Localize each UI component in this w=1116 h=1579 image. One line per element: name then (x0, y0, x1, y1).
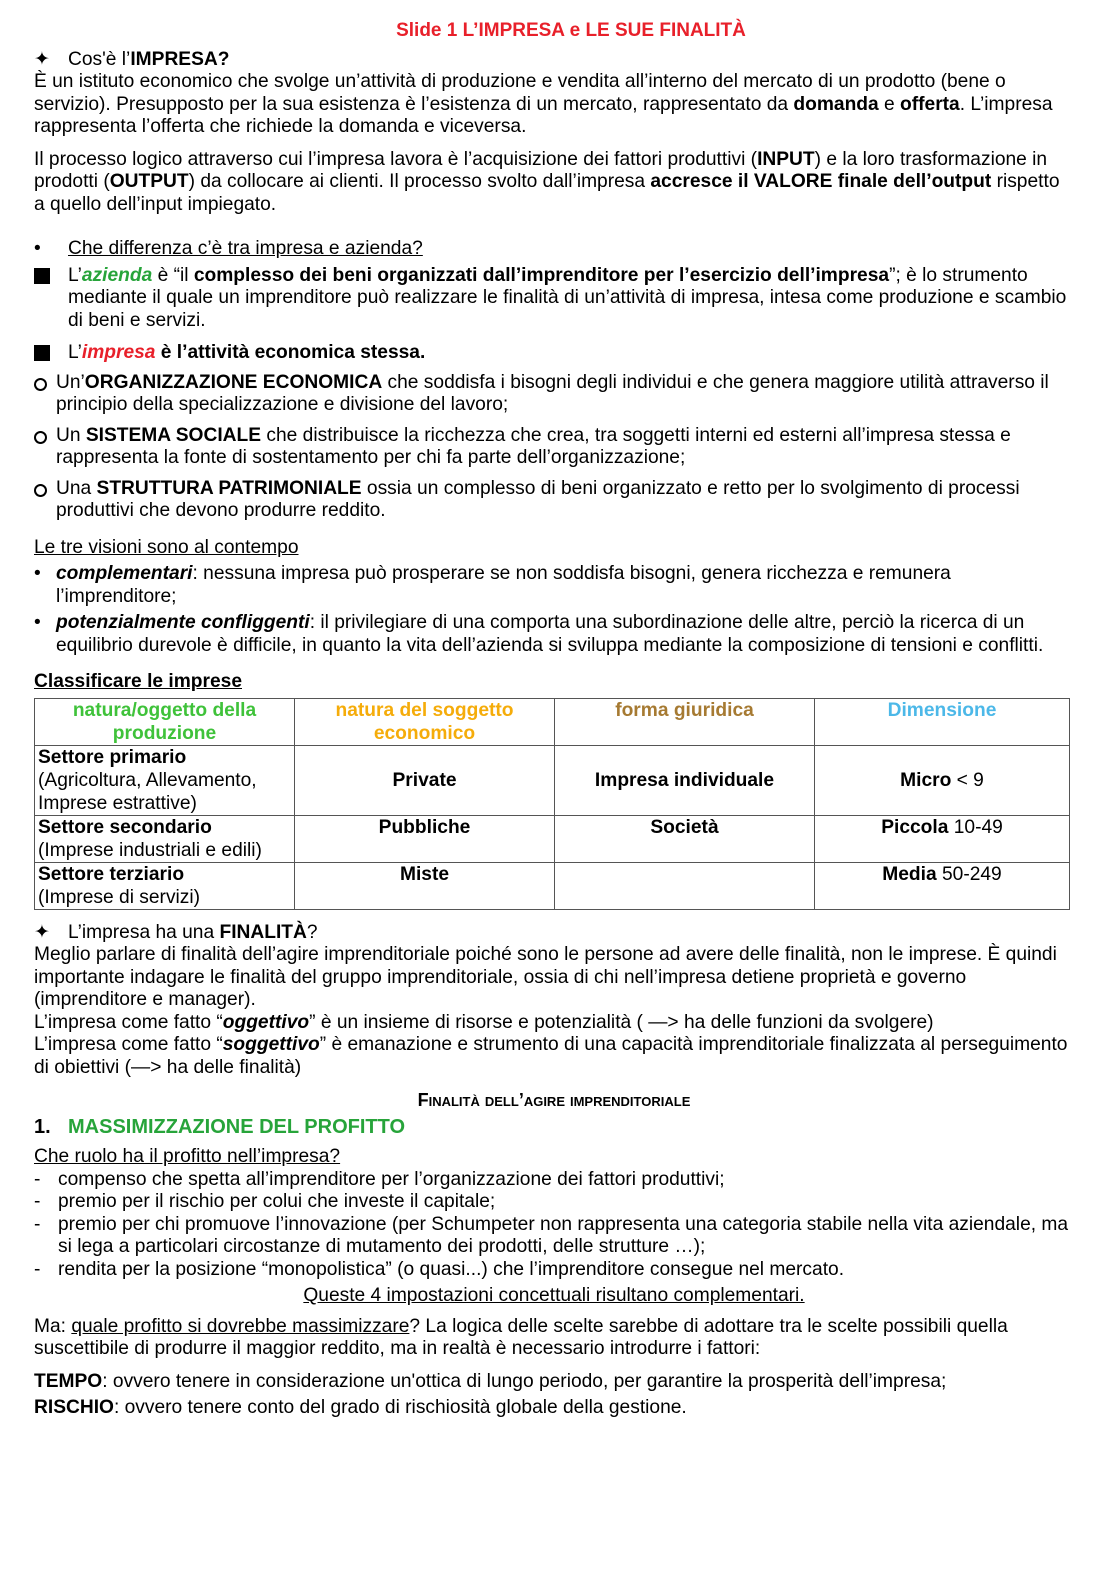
question-text: Cos'è l’ (68, 48, 131, 70)
table-row (35, 862, 1070, 909)
star-icon: ✦ (34, 48, 50, 70)
table-cell: Miste (295, 862, 555, 909)
paragraph-oggettivo: L’impresa come fatto “oggettivo” è un insieme di risorse e potenzialità ( —> ha delle funzioni da svolgere) (34, 1011, 934, 1033)
circle-bullet-icon (34, 484, 47, 497)
table-cell: Private (295, 745, 555, 815)
impresa-definition: L’impresa è l’attività economica stessa. (34, 342, 1074, 368)
circle-bullet-icon (34, 431, 47, 444)
list-item: - premio per chi promuove l’innovazione (per Schumpeter non rappresenta una categoria stabile nella vita aziendale, ma si lega a particolari circostanze di mutamento dei prodotti, delle strutture …); (34, 1213, 1069, 1257)
table-header-forma-giuridica: forma giuridica (555, 698, 815, 745)
question-finalita: ✦ L’impresa ha una FINALITÀ? (34, 921, 318, 943)
paragraph-soggettivo: L’impresa come fatto “soggettivo” è emanazione e strumento di una capacità imprenditoriale finalizzata al perseguimento di obiettivi (—> ha delle finalità) (34, 1034, 1068, 1078)
table-cell: Pubbliche (295, 815, 555, 862)
bullet-icon: • (34, 563, 41, 584)
table-cell: Settore primario (Agricoltura, Allevamento, Imprese estrattive) (35, 745, 295, 815)
paragraph-finalita: Meglio parlare di finalità dell’agire imprenditoriale poiché sono le persone ad avere delle finalità, non le imprese. È quindi importante indagare le finalità del gruppo imprenditoriale, ossia di chi nell’impresa detiene proprietà e governo (imprenditore e manager). (34, 944, 1057, 1010)
question-impresa (34, 49, 1074, 72)
classification-table (34, 698, 1070, 910)
paragraph-tempo: TEMPO: ovvero tenere in considerazione un'ottica di lungo periodo, per garantire la prosperità dell’impresa; (34, 1370, 947, 1392)
star-icon: ✦ (34, 921, 50, 943)
table-row (35, 745, 1070, 815)
question-differenza (34, 238, 1074, 261)
table-cell: Media 50-249 (815, 862, 1070, 909)
paragraph-ma: Ma: quale profitto si dovrebbe massimizzare? La logica delle scelte sarebbe di adottare tra le scelte possibili quella suscettibile di produrre il maggior reddito, ma in realtà è necessario introdurre i fattori: (34, 1315, 1008, 1359)
azienda-definition: L’azienda è “il complesso dei beni organizzati dall’imprenditore per l’esercizio dell’impresa”; è lo strumento mediante il quale un imprenditore può realizzare le finalità di un’attività di impresa, intesa come produzione e scambio di beni e servizi. (34, 265, 1074, 333)
paragraph-rischio: RISCHIO: ovvero tenere conto del grado di rischiosità globale della gestione. (34, 1397, 687, 1418)
table-cell: Settore secondario (Imprese industriali e edili) (35, 815, 295, 862)
square-bullet-icon (34, 268, 50, 284)
paragraph-impresa-definition: È un istituto economico che svolge un’attività di produzione e vendita all’interno del mercato di un prodotto (bene o servizio). Presupposto per la sua esistenza è l’esistenza di un mercato, rappresentato da domanda e offerta. L’impresa rappresenta l’offerta che richiede la domanda e viceversa. (34, 71, 1053, 137)
table-cell: Impresa individuale (555, 745, 815, 815)
question-bold: IMPRESA? (130, 48, 230, 70)
vision-item-sistema-sociale: Un SISTEMA SOCIALE che distribuisce la ricchezza che crea, tra soggetti interni ed esterni all’impresa stessa e rappresenta la fonte di sostentamento per chi fa parte dell’organizzazione; (34, 425, 1074, 470)
table-cell: Settore terziario (Imprese di servizi) (35, 862, 295, 909)
list-item: - premio per il rischio per colui che investe il capitale; (34, 1191, 496, 1212)
table-cell: Piccola 10-49 (815, 815, 1070, 862)
bullet-icon: • (34, 612, 41, 633)
document-page (34, 20, 1074, 1420)
paragraph-processo: Il processo logico attraverso cui l’impresa lavora è l’acquisizione dei fattori produttivi (INPUT) e la loro trasformazione in prodotti (OUTPUT) da collocare ai clienti. Il processo svolto dall’impresa accresce il VALORE finale dell’output rispetto a quello dell’input impiegato. (34, 148, 1060, 215)
list-item: - compenso che spetta all’imprenditore per l’organizzazione dei fattori produttivi; (34, 1168, 725, 1190)
table-header-natura-soggetto: natura del soggetto economico (295, 698, 555, 745)
tre-visioni-complementari: • complementari: nessuna impresa può prosperare se non soddisfa bisogni, genera ricchezza e remunera l’imprenditore; (34, 563, 951, 607)
complementari-note: Queste 4 impostazioni concettuali risultano complementari. (303, 1285, 805, 1306)
bullet-icon: • (34, 238, 41, 259)
page-title: Slide 1 L’IMPRESA e LE SUE FINALITÀ (396, 20, 746, 41)
table-row (35, 815, 1070, 862)
ruolo-heading: Che ruolo ha il profitto nell’impresa? (34, 1146, 341, 1167)
table-header-row (35, 698, 1070, 745)
table-header-dimensione: Dimensione (815, 698, 1070, 745)
circle-bullet-icon (34, 378, 47, 391)
table-cell: Società (555, 815, 815, 862)
tre-visioni-confliggenti: • potenzialmente confliggenti: il privilegiare di una comporta una subordinazione delle altre, perciò la ricerca di un equilibrio durevole è difficile, in quanto la vita dell’azienda si sviluppa mediante la composizione di tensioni e conflitti. (34, 612, 1044, 656)
tre-visioni-heading: Le tre visioni sono al contempo (34, 536, 299, 558)
table-header-natura-oggetto: natura/oggetto della produzione (35, 698, 295, 745)
classificare-heading: Classificare le imprese (34, 671, 242, 692)
section-heading-profitto: 1. MASSIMIZZAZIONE DEL PROFITTO (34, 1115, 406, 1138)
table-cell (555, 862, 815, 909)
question-differenza-text: Che differenza c’è tra impresa e azienda? (68, 238, 423, 259)
vision-item-organizzazione: Un’ORGANIZZAZIONE ECONOMICA che soddisfa i bisogni degli individui e che genera maggiore utilità attraverso il principio della specializzazione e divisione del lavoro; (34, 372, 1074, 417)
table-cell: Micro < 9 (815, 745, 1070, 815)
list-item: - rendita per la posizione “monopolistica” (o quasi...) che l’imprenditore consegue nel mercato. (34, 1258, 845, 1280)
square-bullet-icon (34, 345, 50, 361)
vision-item-struttura: Una STRUTTURA PATRIMONIALE ossia un complesso di beni organizzato e retto per lo svolgimento di processi produttivi che devono produrre reddito. (34, 478, 1074, 523)
section-subtitle: Finalità dell’agire imprenditoriale (417, 1090, 691, 1110)
